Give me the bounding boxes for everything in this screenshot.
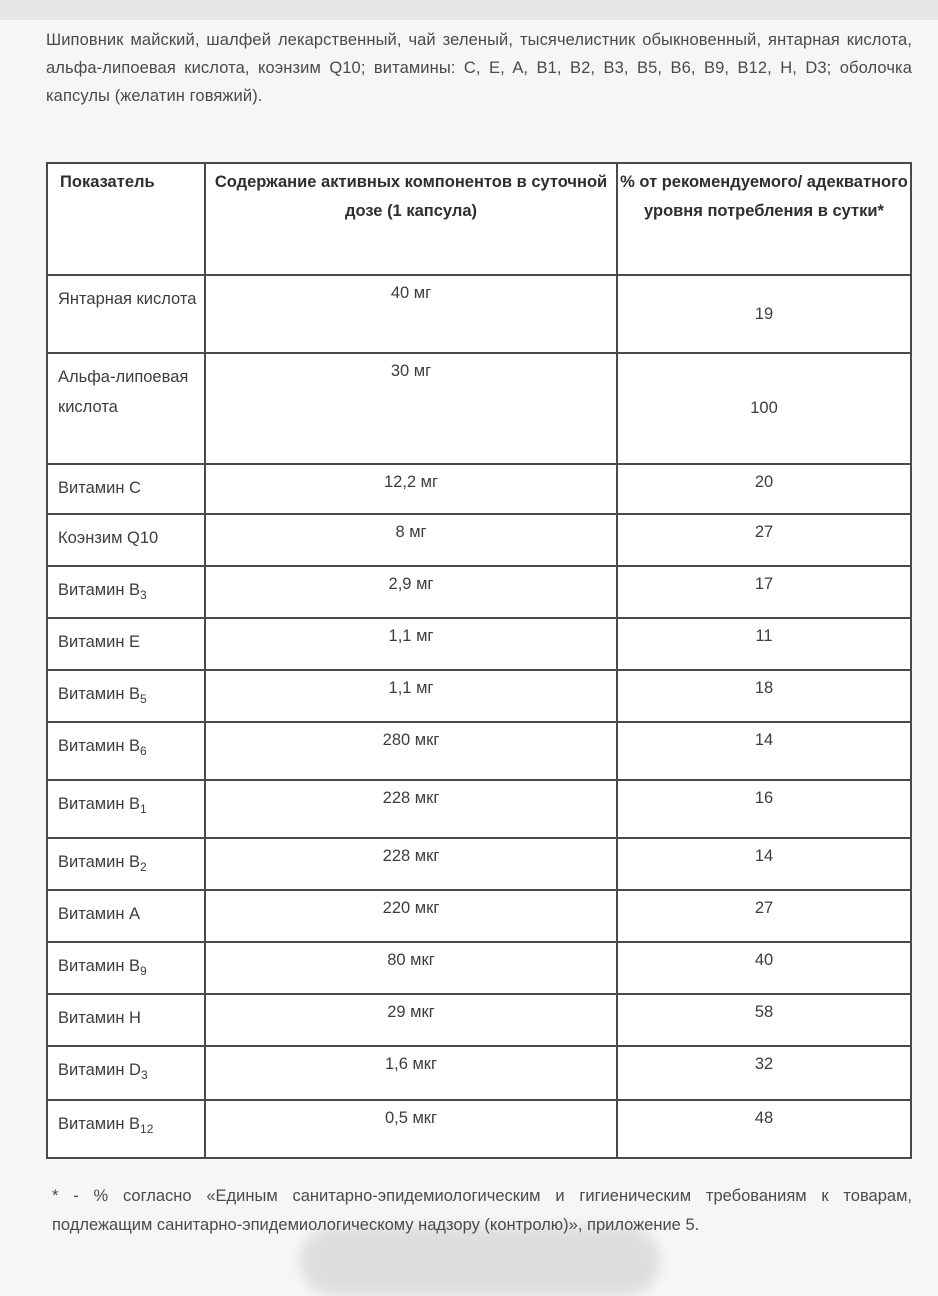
row-percent: 19 (617, 275, 911, 353)
row-percent: 27 (617, 890, 911, 942)
table-row (47, 1100, 911, 1158)
table-row (47, 566, 911, 618)
header-percent: % от рекомендуемого/ адекватного уровня потребления в сутки* (617, 163, 911, 275)
row-amount: 2,9 мг (205, 566, 617, 618)
row-percent: 11 (617, 618, 911, 670)
ingredients-text: Шиповник майский, шалфей лекарственный, чай зеленый, тысячелистник обыкновенный, янтарная кислота, альфа-липоевая кислота, коэнзим Q10; витамины: C, E, A, B1, B2, B3, B5, B6, B9, B12, H, D3; оболочка капсулы (желатин говяжий). (46, 31, 912, 105)
row-name: Альфа-липоевая кислота (47, 353, 205, 464)
row-percent: 100 (617, 353, 911, 464)
row-amount: 0,5 мкг (205, 1100, 617, 1158)
table-row (47, 838, 911, 890)
table-row (47, 1046, 911, 1100)
row-percent: 17 (617, 566, 911, 618)
row-amount: 220 мкг (205, 890, 617, 942)
row-name: Витамин Е (47, 618, 205, 670)
row-name: Витамин $В_3$ (47, 566, 205, 618)
table-row (47, 514, 911, 566)
row-amount: 29 мкг (205, 994, 617, 1046)
table-header-row (47, 163, 911, 275)
table-row (47, 780, 911, 838)
row-percent: 18 (617, 670, 911, 722)
table-row (47, 994, 911, 1046)
row-percent: 40 (617, 942, 911, 994)
row-amount: 80 мкг (205, 942, 617, 994)
table-row (47, 942, 911, 994)
row-amount: 40 мг (205, 275, 617, 353)
table-row (47, 275, 911, 353)
row-name: Витамин $В_6$ (47, 722, 205, 780)
header-indicator: Показатель (47, 163, 205, 275)
row-name: Витамин Н (47, 994, 205, 1046)
row-percent: 48 (617, 1100, 911, 1158)
table-row (47, 890, 911, 942)
row-name: Коэнзим Q10 (47, 514, 205, 566)
row-amount: 280 мкг (205, 722, 617, 780)
row-amount: 228 мкг (205, 780, 617, 838)
row-name: Янтарная кислота (47, 275, 205, 353)
row-name: Витамин $В_1$ (47, 780, 205, 838)
row-name: Витамин $В_5$ (47, 670, 205, 722)
footnote-text: * - % согласно «Единым санитарно-эпидемиологическим и гигиеническим требованиям к товарам, подлежащим санитарно-эпидемиологическому надзору (контролю)», приложение 5. (52, 1187, 912, 1234)
header-content: Содержание активных компонентов в суточной дозе (1 капсула) (205, 163, 617, 275)
top-edge (0, 0, 938, 20)
row-name: Витамин $В_2$ (47, 838, 205, 890)
row-amount: 30 мг (205, 353, 617, 464)
row-amount: 1,6 мкг (205, 1046, 617, 1100)
row-amount: 8 мг (205, 514, 617, 566)
table-row (47, 464, 911, 514)
row-percent: 32 (617, 1046, 911, 1100)
row-percent: 20 (617, 464, 911, 514)
nutrition-table (46, 162, 912, 1159)
table-row (47, 670, 911, 722)
row-percent: 14 (617, 838, 911, 890)
row-name: Витамин $В_9$ (47, 942, 205, 994)
row-amount: 12,2 мг (205, 464, 617, 514)
row-amount: 228 мкг (205, 838, 617, 890)
row-percent: 14 (617, 722, 911, 780)
table-row (47, 618, 911, 670)
row-percent: 58 (617, 994, 911, 1046)
row-amount: 1,1 мг (205, 670, 617, 722)
row-name: Витамин С (47, 464, 205, 514)
row-name: Витамин $В_{12}$ (47, 1100, 205, 1158)
row-percent: 27 (617, 514, 911, 566)
row-percent: 16 (617, 780, 911, 838)
row-name: Витамин $D_3$ (47, 1046, 205, 1100)
row-amount: 1,1 мг (205, 618, 617, 670)
table-row (47, 353, 911, 464)
row-name: Витамин А (47, 890, 205, 942)
table-row (47, 722, 911, 780)
